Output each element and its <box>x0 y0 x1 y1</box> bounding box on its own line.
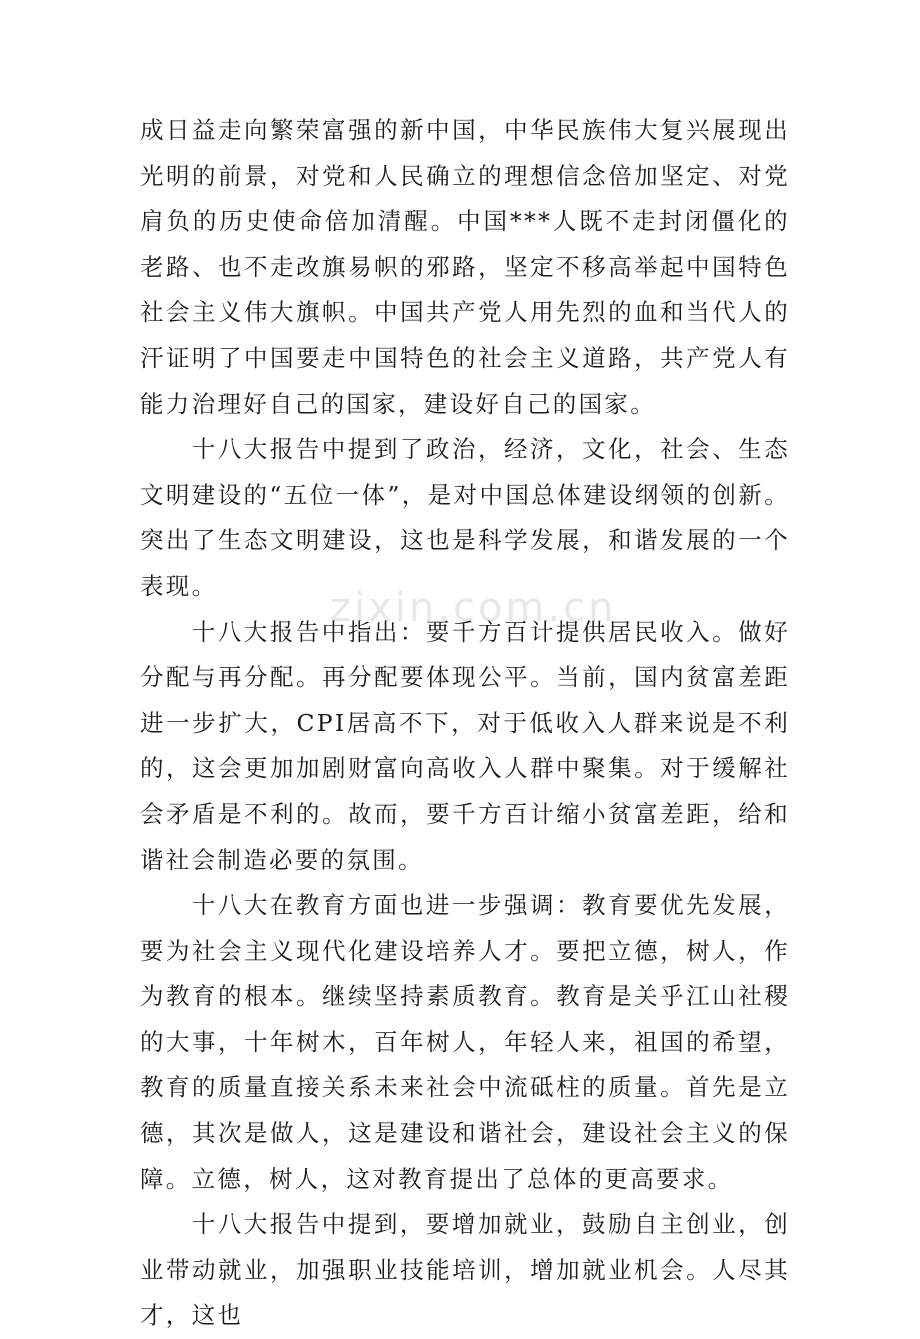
paragraph-education: 十八大在教育方面也进一步强调：教育要优先发展，要为社会主义现代化建设培养人才。要把立德，树人，作为教育的根本。继续坚持素质教育。教育是关乎江山社稷的大事，十年树木，百年树人，年轻人来，祖国的希望，教育的质量直接关系未来社会中流砥柱的质量。首先是立德，其次是做人，这是建设和谐社会，建设社会主义的保障。立德，树人，这对教育提出了总体的更高要求。 <box>140 891 790 1193</box>
document-body <box>140 108 790 1339</box>
watermark: zixin.com.cn <box>330 585 617 631</box>
paragraph-income: 十八大报告中指出：要千方百计提供居民收入。做好分配与再分配。再分配要体现公平。当前，国内贫富差距进一步扩大，CPI居高不下，对于低收入人群来说是不利的，这会更加加剧财富向高收入人群中聚集。对于缓解社会矛盾是不利的。故而，要千方百计缩小贫富差距，给和谐社会制造必要的氛围。 <box>140 617 790 874</box>
paragraph-five-in-one: 十八大报告中提到了政治，经济，文化，社会、生态文明建设的“五位一体”，是对中国总体建设纲领的创新。突出了生态文明建设，这也是科学发展，和谐发展的一个表现。 <box>140 435 790 600</box>
paragraph-employment: 十八大报告中提到，要增加就业，鼓励自主创业，创业带动就业，加强职业技能培训，增加就业机会。人尽其才，这也 <box>140 1210 790 1330</box>
paragraph-continuation: 成日益走向繁荣富强的新中国，中华民族伟大复兴展现出光明的前景，对党和人民确立的理想信念倍加坚定、对党肩负的历史使命倍加清醒。中国***人既不走封闭僵化的老路、也不走改旗易帜的邪路，坚定不移高举起中国特色社会主义伟大旗帜。中国共产党人用先烈的血和当代人的汗证明了中国要走中国特色的社会主义道路，共产党人有能力治理好自己的国家，建设好自己的国家。 <box>140 116 790 418</box>
